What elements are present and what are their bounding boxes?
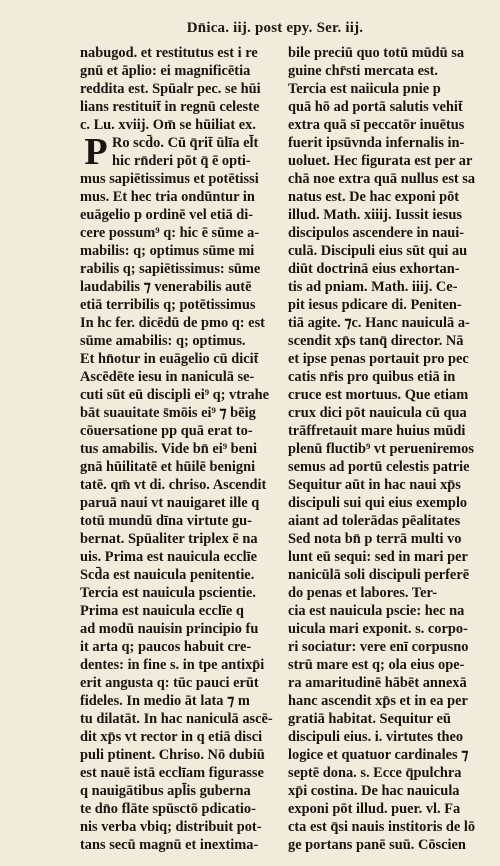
text-line: totū mundū dīna virtute gu-: [80, 513, 252, 529]
text-line: erit angusta q: tūc pauci erūt: [80, 675, 259, 691]
text-line: cruce est mortuus. Que etiam: [288, 387, 469, 403]
text-line: gnū et āplio: ei magnificētia: [80, 63, 251, 79]
text-line: bāt suauitate s̄mōis ei⁹ ⁊ bēig: [80, 405, 256, 421]
text-line: gratiā habitat. Sequitur eū: [288, 711, 451, 727]
text-line: cia est nauicula pscie: hec na: [288, 603, 465, 619]
text-line: est nauē istā ecclīam figurasse: [80, 765, 264, 781]
text-line: euāgelio p ordinē vel etiā di-: [80, 207, 254, 223]
text-line: rabilis q; sapiētissimus: sūme: [80, 261, 261, 277]
left-text-column: [80, 44, 280, 854]
text-line: xp̄i costina. De hac nauicula: [288, 783, 460, 799]
text-line: puli ptinent. Chriso. Nō dubiū: [80, 747, 265, 763]
text-line: bile preciū quo totū mūdū sa: [288, 45, 465, 61]
right-text-column: [288, 44, 488, 854]
text-line: paruā naui vt nauigaret ille q: [80, 495, 260, 511]
text-line: bernat. Spūaliter triplex ē na: [80, 531, 258, 547]
text-line: trāffretauit mare huius mūdi: [288, 423, 466, 439]
text-line: uicula mari exponit. s. corpo-: [288, 621, 468, 637]
text-line: Ascēdēte iesu in naniculā se-: [80, 369, 255, 385]
text-line: dit xp̄s vt rector in q etiā disci: [80, 729, 263, 745]
text-line: sūme amabilis: q; optimus.: [80, 333, 246, 349]
text-line: Tercia est nauicula pscientie.: [80, 585, 256, 601]
text-line: laudabilis ⁊ venerabilis autē: [80, 279, 252, 295]
text-line: te dn̄o flāte spūsctō pdicatio-: [80, 801, 256, 817]
text-line: fideles. In medio āt lata ⁊ m: [80, 693, 250, 709]
text-line: lians restituit̄ in regnū celeste: [80, 99, 260, 115]
text-line: ge portans panē suū. Cōscien: [288, 837, 466, 853]
text-line: discipuli eius. i. virtutes theo: [288, 729, 464, 745]
text-line: reddita est. Spūalr pec. se hūi: [80, 81, 261, 97]
text-line: pit iesus pdicare di. Peniten-: [288, 297, 462, 313]
text-line: nanicūlā soli discipuli perferē: [288, 567, 470, 583]
text-line: nis verba vbiq; distribuit pot-: [80, 819, 262, 835]
text-line: tatē. qm̄ vt di. chriso. Ascendit: [80, 477, 267, 493]
text-line: plenū fluctib⁹ vt perueniremos: [288, 441, 474, 457]
text-line: tis ad pniam. Math. iiij. Ce-: [288, 279, 458, 295]
text-line: tus amabilis. Vide bn̄ ei⁹ beni: [80, 441, 258, 457]
text-line: natus est. De hac exponi pōt: [288, 189, 460, 205]
text-line: tu dilatāt. In hac naniculā ascē-: [80, 711, 273, 727]
text-line: fuerit ipsūvnda infernalis in-: [288, 135, 465, 151]
text-line: logice et quatuor cardinales ⁊: [288, 747, 469, 763]
text-line: uis. Prima est nauicula ecclīe: [80, 549, 258, 565]
text-line: aiant ad tolerādas pēalitates: [288, 513, 461, 529]
text-line: catis nr̄is pro quibus etiā in: [288, 369, 456, 385]
text-line: guine chr̄sti mercata est.: [288, 63, 438, 79]
text-line: scendit xp̄s tanq̄ director. Nā: [288, 333, 464, 349]
running-header: Dn̄ica. iij. post epy. Ser. iij.: [186, 20, 364, 36]
text-line: culā. Discipuli eius sūt qui au: [288, 243, 468, 259]
text-line: strū mare est q; ola eius ope-: [288, 657, 465, 673]
text-line: dentes: in fine s. in tpe antixp̄i: [80, 657, 265, 673]
text-line: nabugod. et restitutus est i re: [80, 45, 258, 61]
text-line: septē dona. s. Ecce q̄pulchra: [288, 765, 462, 781]
text-line: tans secū magnū et inextima-: [80, 837, 259, 853]
text-line: it arta q; paucos habuit cre-: [80, 639, 252, 655]
text-line: quā hō ad portā salutis vehit̄: [288, 99, 463, 115]
initial-capital: P: [84, 131, 108, 173]
text-line: et ipse penas portauit pro pec: [288, 351, 469, 367]
text-line: ra amaritudinē hābēt annexā: [288, 675, 467, 691]
text-line: Et hn̄otur in euāgelio cū dicit̄: [80, 351, 259, 367]
text-line: In hc fer. dicēdū de pmo q: est: [80, 315, 265, 331]
text-line: crux dici pōt nauicula cū qua: [288, 405, 467, 421]
text-line: diūt doctrinā eius exhortan-: [288, 261, 460, 277]
text-line: semus ad portū celestis patrie: [288, 459, 470, 475]
text-line: tiā agite. ⁊c. Hanc nauiculā a-: [288, 315, 470, 331]
text-line: chā noe extra quā nullus est sa: [288, 171, 476, 187]
text-line: hic rn̄deri pōt q̄ ē opti-: [112, 153, 251, 169]
text-line: Sed nota bn̄ p terrā multi vo: [288, 531, 462, 547]
text-line: exponi pōt illud. puer. vl. Fa: [288, 801, 461, 817]
text-line: discipuli sui qui eius exemplo: [288, 495, 468, 511]
text-line: gnā hūilitatē et hūilē benigni: [80, 459, 256, 475]
text-line: q nauigātibus apl̄is guberna: [80, 783, 251, 799]
text-line: ad modū nauisin principio fu: [80, 621, 259, 637]
text-line: discipulos ascendere in naui-: [288, 225, 465, 241]
text-line: Tercia est naiicula pnie p: [288, 81, 441, 97]
text-line: Ro scd̄o. Cū q̄rit̄ ūlīa el̄t: [112, 135, 259, 151]
text-line: cere possum⁹ q: hic ē sūme a-: [80, 225, 260, 241]
text-line: lunt eū sequi: sed in mari per: [288, 549, 468, 565]
text-line: cuti sūt eū discipli ei⁹ q; vtrahe: [80, 387, 269, 403]
text-line: do penas et labores. Ter-: [288, 585, 438, 601]
text-line: extra quā sī peccatōr inuētus: [288, 117, 465, 133]
text-line: cta est q̄si nauis institoris de lō: [288, 819, 476, 835]
text-line: mabilis: q; optimus sūme mi: [80, 243, 255, 259]
text-line: Prima est nauicula ecclīe q: [80, 603, 244, 619]
text-line: hanc ascendit xp̄s et in ea per: [288, 693, 468, 709]
text-line: uoluet. Hec figurata est per ar: [288, 153, 473, 169]
text-line: cōuersatione pp quā erat to-: [80, 423, 253, 439]
text-line: Sequitur aūt in hac naui xp̄s: [288, 477, 461, 493]
text-line: mus. Et hec tria ondūntur in: [80, 189, 255, 205]
text-line: Scd̄a est nauicula penitentie.: [80, 567, 255, 583]
text-line: mus sapiētissimus et potētissi: [80, 171, 259, 187]
text-line: illud. Math. xiiij. Iussit iesus: [288, 207, 462, 223]
text-line: etiā terribilis q; potētissimus: [80, 297, 256, 313]
text-line: ri sociatur: vere enī corpusno: [288, 639, 469, 655]
text-line: c. Lu. xviij. Om̄ se hūiliat ex.: [80, 117, 256, 133]
